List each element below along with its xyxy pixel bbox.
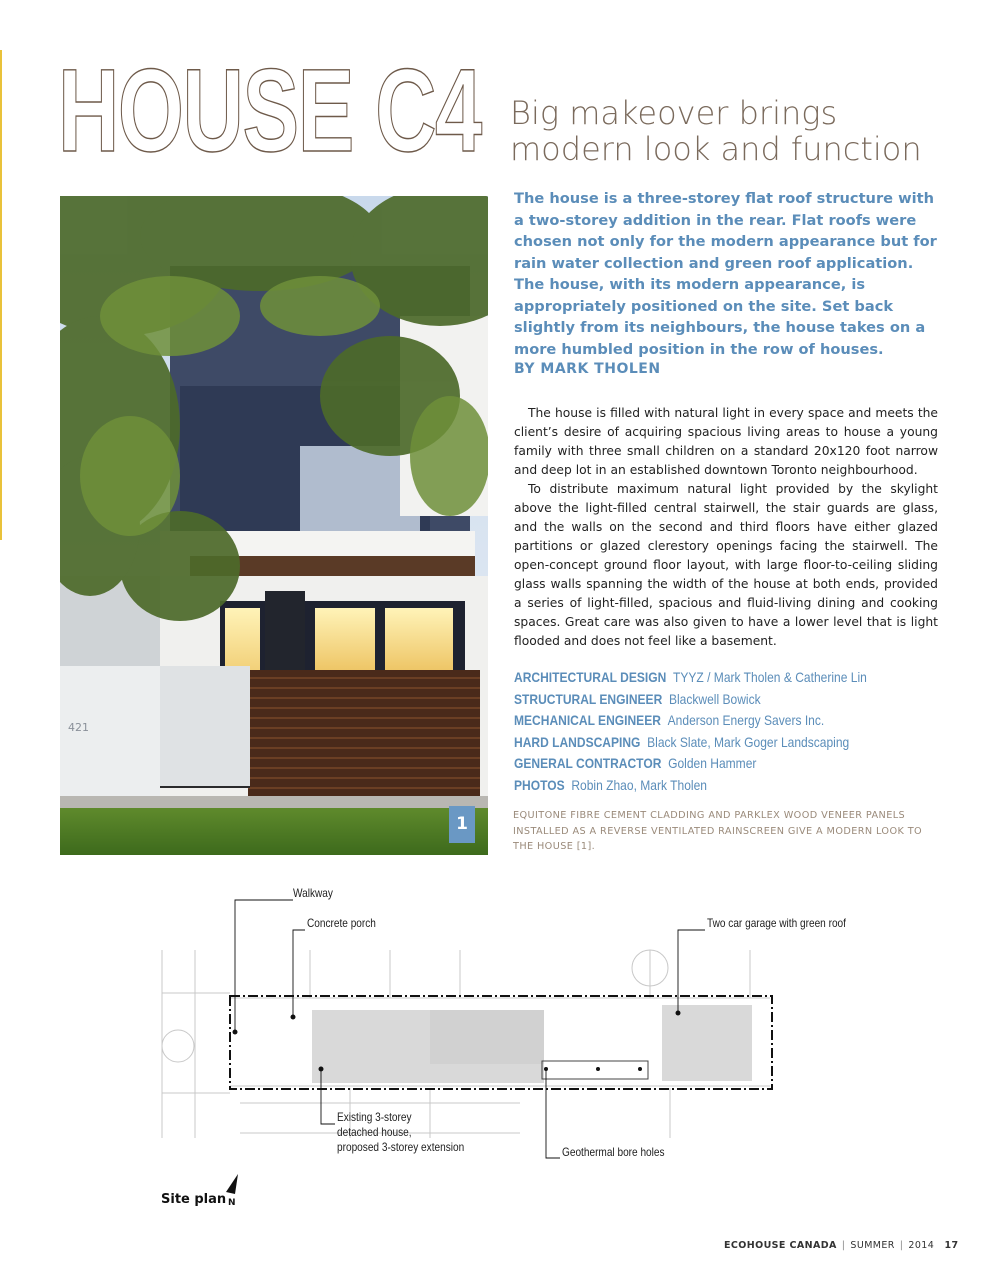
credit-row [514,732,867,754]
credit-row [514,753,867,775]
house-number: 421 [68,721,89,734]
label-garage: Two car garage with green roof [707,916,846,930]
byline: BY MARK THOLEN [514,361,661,377]
article-body [514,404,938,651]
credit-row [514,710,867,732]
label-existing-house-line-1: Existing 3-storey [337,1110,412,1124]
footer-magazine: ECOHOUSE CANADA [724,1240,837,1251]
credit-role: MECHANICAL ENGINEER [514,712,661,729]
credit-name: Blackwell Bowick [668,690,761,707]
footer-year: 2014 [908,1240,935,1251]
credit-row [514,667,867,689]
footer-season: SUMMER [850,1240,895,1251]
north-arrow-icon [226,1174,238,1194]
site-plan-title: Site plan [161,1192,227,1207]
credit-role: STRUCTURAL ENGINEER [514,690,663,707]
credit-name: TYYZ / Mark Tholen & Catherine Lin [672,669,867,685]
credit-role: ARCHITECTURAL DESIGN [514,669,667,685]
footer-page-number: 17 [944,1240,959,1251]
page-footer: ECOHOUSE CANADA | SUMMER | 2014 17 [724,1240,959,1251]
body-paragraph: The house is filled with natural light in every space and meets the client’s desire of acquiring spacious living areas to house a young family with three small children on a standard 20x120 foot narrow and deep lot in an established downtown Toronto neighbourhood. [514,406,938,477]
label-concrete-porch: Concrete porch [307,916,376,930]
credit-role: GENERAL CONTRACTOR [514,755,662,772]
subhead [510,95,970,167]
label-walkway: Walkway [293,886,333,900]
headline: HOUSE C4 [58,45,481,177]
label-existing-house [337,1110,464,1155]
credit-name: Black Slate, Mark Goger Landscaping [647,733,850,750]
label-geothermal: Geothermal bore holes [562,1145,665,1159]
credit-role: PHOTOS [514,776,565,793]
north-label: N [228,1198,236,1206]
page-edge-marker [0,50,2,540]
photo-number-badge: 1 [449,806,475,843]
credit-row [514,689,867,711]
credit-name: Robin Zhao, Mark Tholen [571,776,707,793]
subhead-line-2: modern look and function [510,130,922,168]
house-photo [60,196,488,855]
credit-row [514,775,867,797]
intro-paragraph: The house is a three-storey flat roof structure with a two-storey addition in the rear. Flat roofs were chosen not only for the modern appearance but for rain water collection and green roof application. The house, with its modern appearance, is appropriately positioned on the site. Set back slightly from its neighbours, the house takes on a more humbled position in the row of houses. [514,190,937,358]
photo-caption: EQUITONE FIBRE CEMENT CLADDING AND PARKLEX WOOD VENEER PANELS INSTALLED AS A REVERSE VENTILATED RAINSCREEN GIVE A MODERN LOOK TO THE HOUSE [1]. [513,810,923,852]
credit-name: Golden Hammer [668,755,757,772]
label-existing-house-line-3: proposed 3-storey extension [337,1140,465,1154]
north-arrow [222,1172,244,1206]
subhead-line-1: Big makeover brings [510,94,838,132]
credit-role: HARD LANDSCAPING [514,733,641,750]
body-paragraph: To distribute maximum natural light provided by the skylight above the light-filled central stairwell, the stair guards are glass, and the walls on the second and third floors have either glazed partitions or glazed clerestory openings facing the stairwell. The open-concept ground floor layout, with large floor-to-ceiling sliding glass walls spanning the width of the house at both ends, provided a series of light-filled, spacious and fluid-living dining and cooking spaces. Great care was also given to have a lower level that is light flooded and does not feel like a basement. [514,482,938,648]
credit-name: Anderson Energy Savers Inc. [667,712,825,729]
label-existing-house-line-2: detached house, [337,1125,412,1139]
credits-list [514,667,867,797]
